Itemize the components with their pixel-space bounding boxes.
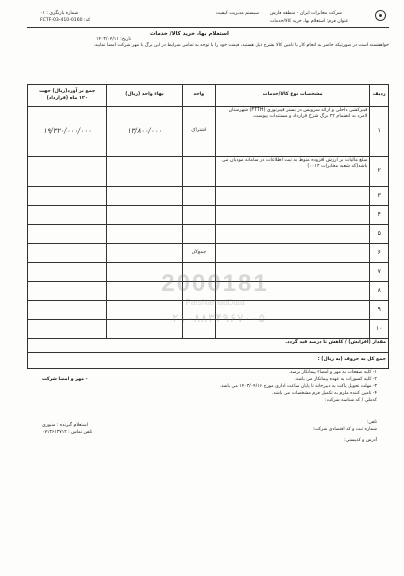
row-description (215, 225, 370, 244)
vat-note: مقدار (افزایش) / کاهش تا درصد قید گردد. (28, 339, 389, 353)
row-unit: جمع‌کل (182, 244, 215, 263)
col-description: مشخصات نوع کالا/خدمات (215, 85, 370, 107)
col-row: ردیف (370, 85, 389, 107)
row-unit (182, 225, 215, 244)
row-number: ۳ (370, 187, 389, 206)
registration-label: شماره ثبت و کد اقتصادی شرکت: (312, 427, 377, 432)
watermark: 2000181 ParsNamadData ۰۲۱-۸۸۳۴۹۶۷۰-۵ (161, 270, 269, 326)
table-row (28, 107, 389, 157)
col-unit: واحد (182, 85, 215, 107)
row-unit-price (107, 225, 182, 244)
table-row (28, 187, 389, 206)
row-description (215, 187, 370, 206)
company-logo-icon (375, 10, 386, 21)
row-number: ۴ (370, 206, 389, 225)
row-total (28, 263, 107, 282)
form-number: شماره بازنگری : ۰۱ (40, 11, 79, 16)
row-unit-price: ۱۳/۸۰۰/۰۰۰ (107, 107, 182, 157)
row-number: ۶ (370, 244, 389, 263)
note-1: ۱- کلیه صفحات به مهر و امضاء پیمانکار برسد. (288, 370, 377, 375)
address-label: آدرس و کدپستی: (343, 438, 377, 443)
form-code: کد: FCTF-03-410-0160 (40, 18, 91, 23)
row-description (215, 206, 370, 225)
row-total (28, 225, 107, 244)
total-in-words: جمع کل به حروف (به ریال) : (28, 353, 389, 369)
row-total (28, 320, 107, 339)
col-unit-price: بهاء واحد (ریال) (107, 85, 182, 107)
table-row (28, 244, 389, 263)
table-header-row (28, 85, 389, 107)
row-number: ۷ (370, 263, 389, 282)
document-title: استعلام بها، خرید کالا/ خدمات (150, 31, 229, 37)
contact-name: استعلام گیرنده : منبوری (42, 423, 88, 428)
note-2: ۲- کلیه کسورات به عهده پیمانکار می باشد. (294, 377, 377, 382)
row-unit-price (107, 157, 182, 187)
form-title: عنوان فرم: استعلام بها، خرید کالا/خدمات (270, 19, 349, 24)
department-name: سیستم مدیریت کیفیت (216, 11, 259, 16)
row-number: ۵ (370, 225, 389, 244)
row-total (28, 282, 107, 301)
table-row (28, 157, 389, 187)
col-total: جمع بر آورد(ریال) جهت ۱۲۰ ماه (قرارداد) (28, 85, 107, 107)
row-total: ۱۹/۳۲۰/۰۰۰/۰۰۰ (28, 107, 107, 157)
row-number: ۸ (370, 282, 389, 301)
row-number: ۱۰ (370, 320, 389, 339)
intro-text: خواهشمند است در صورتیکه حاضر به انجام کار یا تامین کالا بشرح ذیل هستید، قیمت خود را با توجه به تمامی شرایط در این برگ با مهر شرکت امضا نمایید. (93, 43, 389, 48)
note-4: ۴- تامین کننده ملزم به تکمیل فرم مشخصات می باشد. (271, 391, 377, 396)
row-unit (182, 157, 215, 187)
phone-label: تلفن: (366, 420, 377, 425)
table-row (28, 225, 389, 244)
stamp-signature-label: - مهر و امضا شرکت (42, 377, 88, 382)
row-description (215, 244, 370, 263)
row-total (28, 301, 107, 320)
document-date: تاریخ: ۱۴۰۳/۰۴/۱۱ (96, 37, 131, 42)
note-3: ۳- مهلت تحویل پاکت به دبیرخانه تا پایان ساعت اداری مورخ ۱۴۰۳/۰۴/۱۶ می باشد. (219, 384, 377, 389)
header-divider (27, 27, 389, 28)
contact-phone: تلفن تماس : ۰۷۱۳۶۱۳۷۱۲ (42, 430, 93, 435)
row-description: فیبرکشی داخلی و ارائه سرویس در بستر فیبرنوری (FTTH) شهرستان لامرد به انضمام ۲۲ برگ شرح قرارداد و مستندات پیوست. (215, 107, 370, 157)
row-total (28, 206, 107, 225)
company-code-label: کدملی / کد شناسه شرکت: (325, 398, 377, 403)
table-footer-row (28, 353, 389, 369)
row-unit: اشتراک (182, 107, 215, 157)
row-number: ۱ (370, 107, 389, 157)
company-name: شرکت مخابرات ایران - منطقه فارس (270, 11, 342, 16)
row-unit-price (107, 206, 182, 225)
row-unit-price (107, 187, 182, 206)
table-row (28, 206, 389, 225)
row-total (28, 157, 107, 187)
row-number: ۹ (370, 301, 389, 320)
row-unit (182, 187, 215, 206)
row-number: ۲ (370, 157, 389, 187)
row-unit (182, 206, 215, 225)
row-description: مبلغ مالیات بر ارزش افزوده منوط به ثبت اطلاعات در سامانه مودیان می باشد(کد شعبه مخابرات ۰۰۱۴) (215, 157, 370, 187)
row-total (28, 187, 107, 206)
row-total (28, 244, 107, 263)
row-unit-price (107, 244, 182, 263)
